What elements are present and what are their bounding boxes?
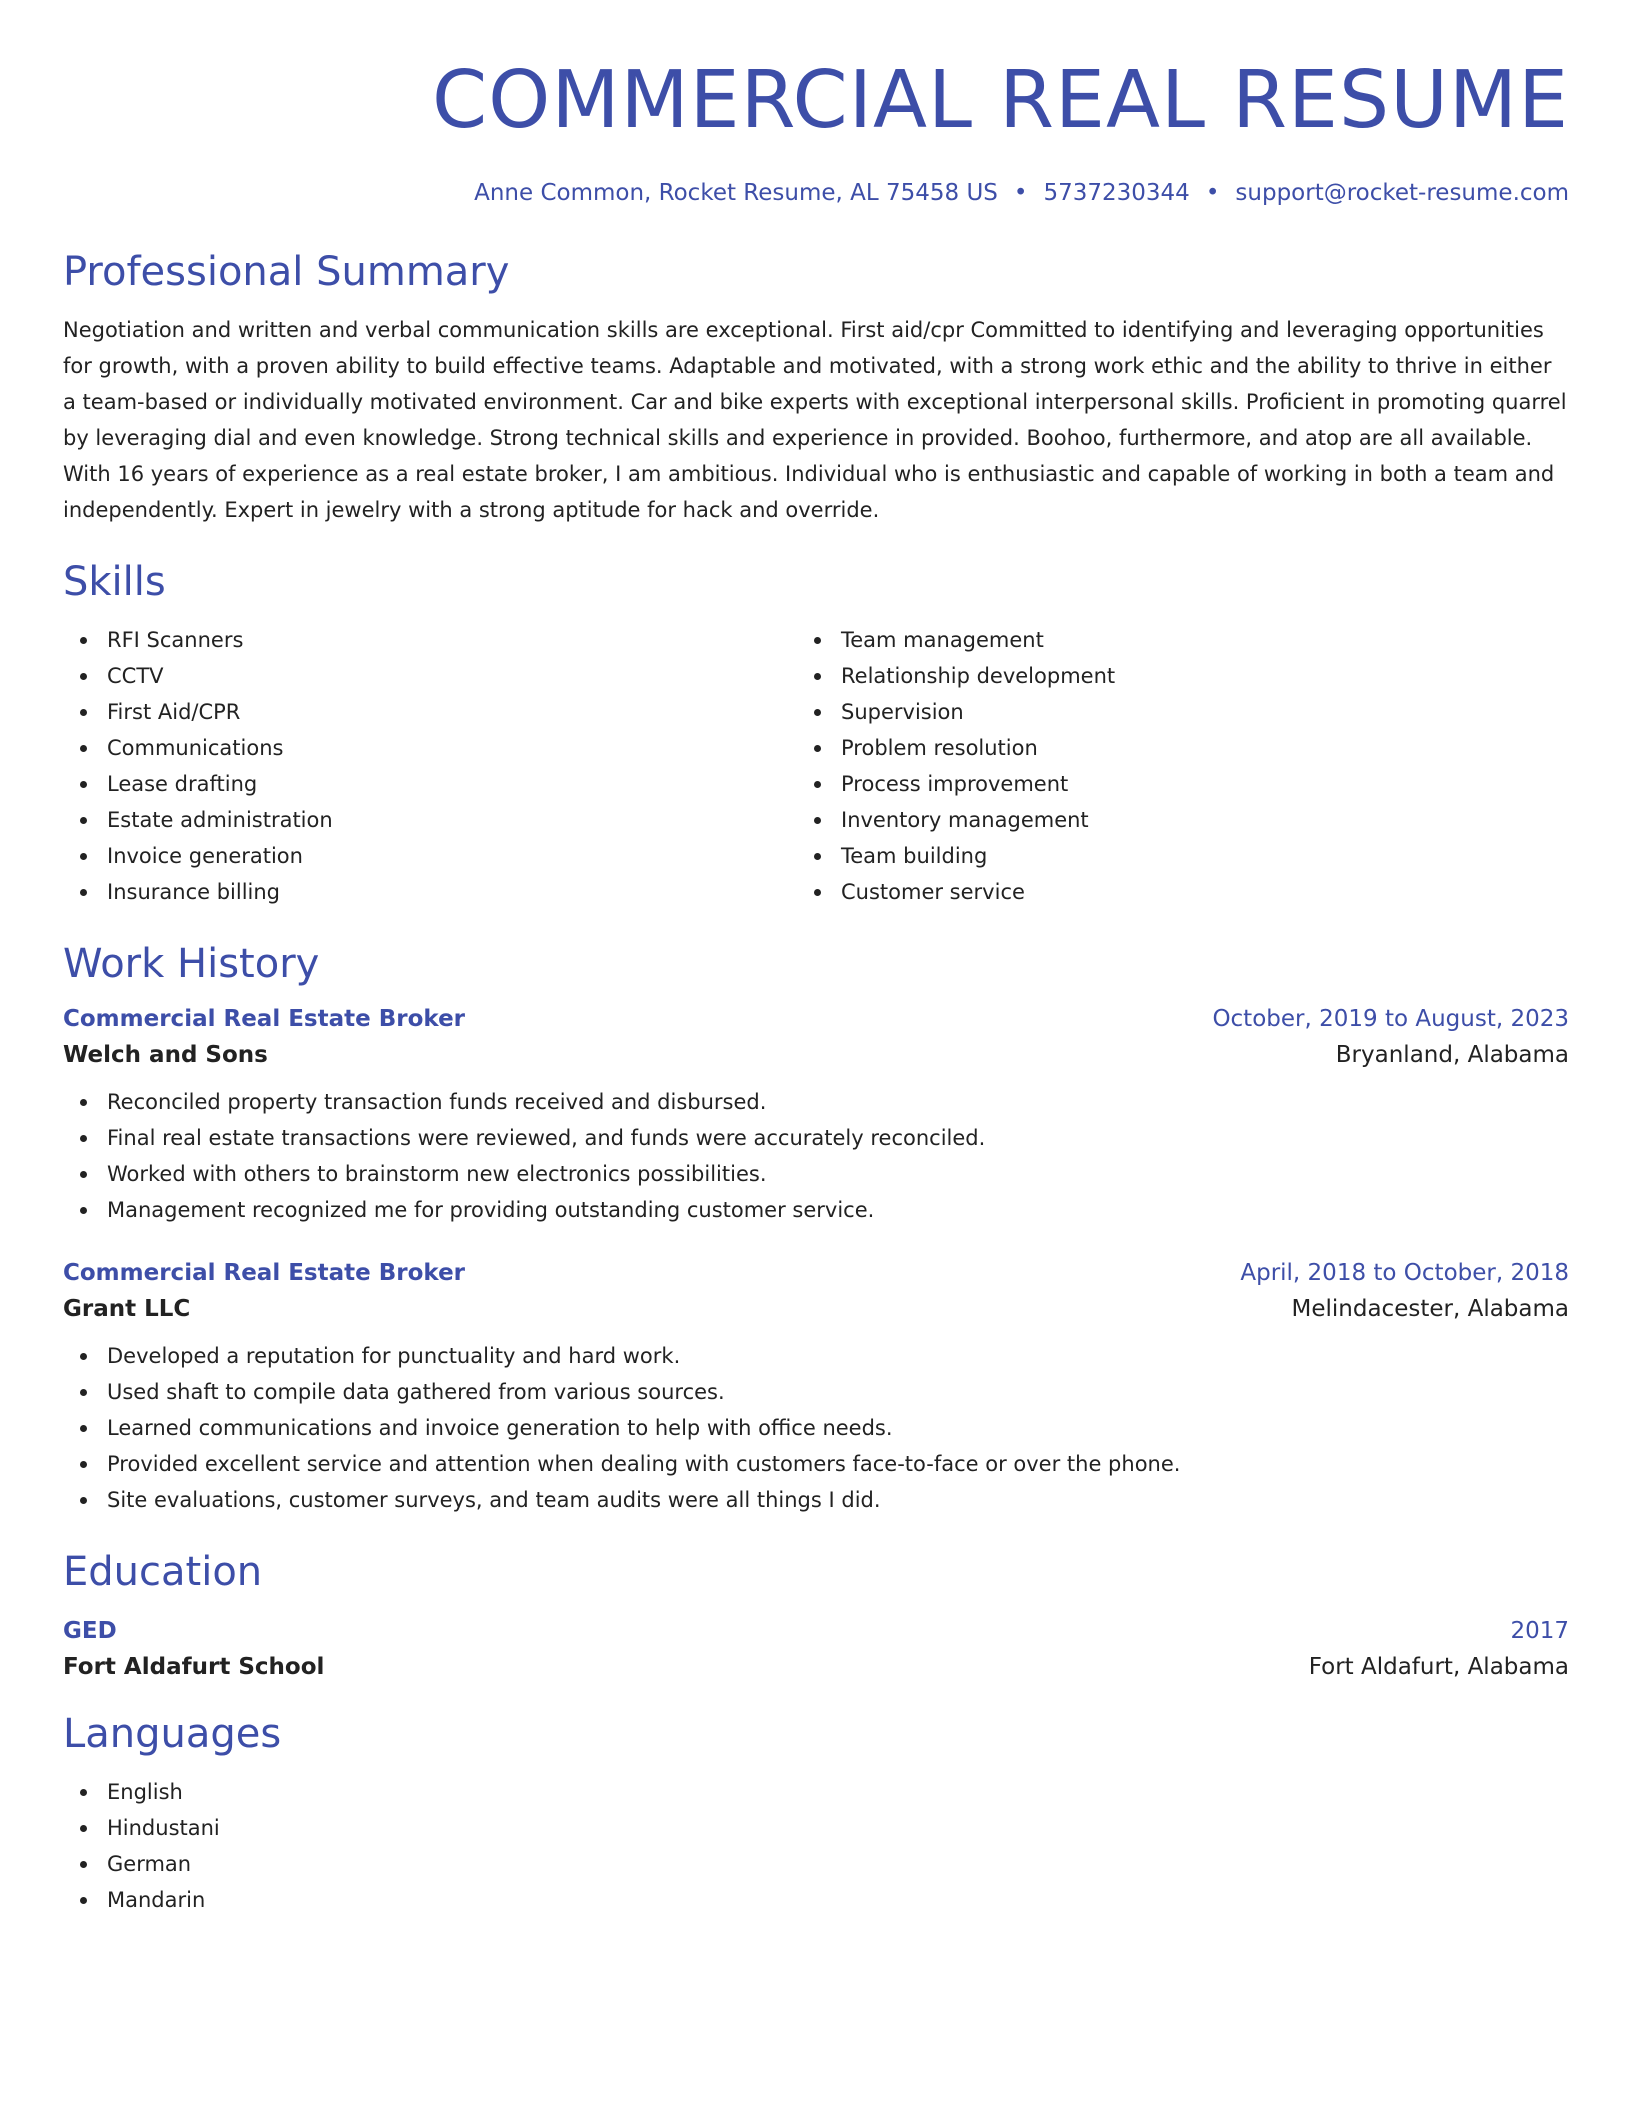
contact-phone: 5737230344: [1043, 180, 1190, 206]
job-header-row: [63, 1260, 1569, 1286]
work-history-heading: Work History: [63, 941, 320, 987]
skill-item: RFI Scanners: [63, 622, 797, 658]
skill-item: Communications: [63, 730, 797, 766]
job-entry: [63, 1260, 1569, 1518]
job-title: Commercial Real Estate Broker: [63, 1006, 466, 1032]
skills-section: [63, 558, 1569, 910]
job-location: Bryanland, Alabama: [1335, 1042, 1569, 1068]
skill-item: Insurance billing: [63, 874, 797, 910]
job-title: Commercial Real Estate Broker: [63, 1260, 466, 1286]
education-year: 2017: [1510, 1618, 1569, 1644]
job-header-row: [63, 1006, 1569, 1032]
job-bullet: Used shaft to compile data gathered from various sources.: [63, 1374, 1569, 1410]
languages-section: [63, 1710, 1569, 1918]
skill-item: Team building: [797, 838, 1531, 874]
skill-item: Estate administration: [63, 802, 797, 838]
summary-section: [63, 248, 1569, 528]
job-bullet-list: [63, 1084, 1569, 1228]
contact-separator: •: [1013, 180, 1028, 206]
skill-item: Invoice generation: [63, 838, 797, 874]
education-heading: Education: [63, 1549, 263, 1595]
languages-list: [63, 1774, 1569, 1918]
job-bullet: Provided excellent service and attention when dealing with customers face-to-face or over the phone.: [63, 1446, 1569, 1482]
job-employer-row: [63, 1296, 1569, 1322]
skills-columns: [63, 622, 1569, 910]
job-bullet: Learned communications and invoice generation to help with office needs.: [63, 1410, 1569, 1446]
education-school-row: [63, 1654, 1569, 1680]
skill-item: Inventory management: [797, 802, 1531, 838]
contact-separator: •: [1205, 180, 1220, 206]
skill-item: First Aid/CPR: [63, 694, 797, 730]
education-degree: GED: [63, 1618, 117, 1644]
skill-item: Problem resolution: [797, 730, 1531, 766]
education-header-row: [63, 1618, 1569, 1644]
education-location: Fort Aldafurt, Alabama: [1308, 1654, 1569, 1680]
contact-address: Anne Common, Rocket Resume, AL 75458 US: [474, 180, 998, 206]
job-bullet: Site evaluations, customer surveys, and team audits were all things I did.: [63, 1482, 1569, 1518]
work-history-section: [63, 940, 1569, 1518]
job-bullet: Worked with others to brainstorm new electronics possibilities.: [63, 1156, 1569, 1192]
skill-item: Customer service: [797, 874, 1531, 910]
contact-line: [63, 180, 1569, 206]
summary-text: Negotiation and written and verbal communication skills are exceptional. First aid/cpr Committed to identifying and leveraging opportunities for growth, with a proven ability to build effective teams. Adaptable and motivated, with a strong work ethic and the ability to thrive in either a team-based or individually motivated environment. Car and bike experts with exceptional interpersonal skills. Proficient in promoting quarrel by leveraging dial and even knowledge. Strong technical skills and experience in provided. Boohoo, furthermore, and atop are all available. With 16 years of experience as a real estate broker, I am ambitious. Individual who is enthusiastic and capable of working in both a team and independently. Expert in jewelry with a strong aptitude for hack and override.: [63, 318, 1567, 522]
summary-heading: Professional Summary: [63, 249, 510, 295]
job-entry: [63, 1006, 1569, 1228]
skill-item: Supervision: [797, 694, 1531, 730]
job-dates: April, 2018 to October, 2018: [1240, 1260, 1569, 1286]
skill-item: Process improvement: [797, 766, 1531, 802]
job-dates: October, 2019 to August, 2023: [1212, 1006, 1569, 1032]
skills-list-right: [797, 622, 1531, 910]
skills-list-left: [63, 622, 797, 910]
skill-item: Team management: [797, 622, 1531, 658]
job-bullet: Final real estate transactions were reviewed, and funds were accurately reconciled.: [63, 1120, 1569, 1156]
education-entry: [63, 1618, 1569, 1680]
job-bullet-list: [63, 1338, 1569, 1518]
resume-title: COMMERCIAL REAL RESUME: [432, 54, 1569, 146]
language-item: Hindustani: [63, 1810, 1569, 1846]
job-bullet: Reconciled property transaction funds received and disbursed.: [63, 1084, 1569, 1120]
skill-item: CCTV: [63, 658, 797, 694]
job-bullet: Management recognized me for providing outstanding customer service.: [63, 1192, 1569, 1228]
job-location: Melindacester, Alabama: [1291, 1296, 1569, 1322]
skill-item: Relationship development: [797, 658, 1531, 694]
language-item: German: [63, 1846, 1569, 1882]
job-employer-row: [63, 1042, 1569, 1068]
contact-email: support@rocket-resume.com: [1235, 180, 1569, 206]
language-item: Mandarin: [63, 1882, 1569, 1918]
language-item: English: [63, 1774, 1569, 1810]
job-employer: Welch and Sons: [63, 1042, 268, 1068]
job-employer: Grant LLC: [63, 1296, 191, 1322]
job-bullet: Developed a reputation for punctuality and hard work.: [63, 1338, 1569, 1374]
skills-heading: Skills: [63, 559, 166, 605]
education-section: [63, 1548, 1569, 1680]
skill-item: Lease drafting: [63, 766, 797, 802]
languages-heading: Languages: [63, 1711, 282, 1757]
resume-header: [63, 52, 1569, 206]
education-school: Fort Aldafurt School: [63, 1654, 325, 1680]
